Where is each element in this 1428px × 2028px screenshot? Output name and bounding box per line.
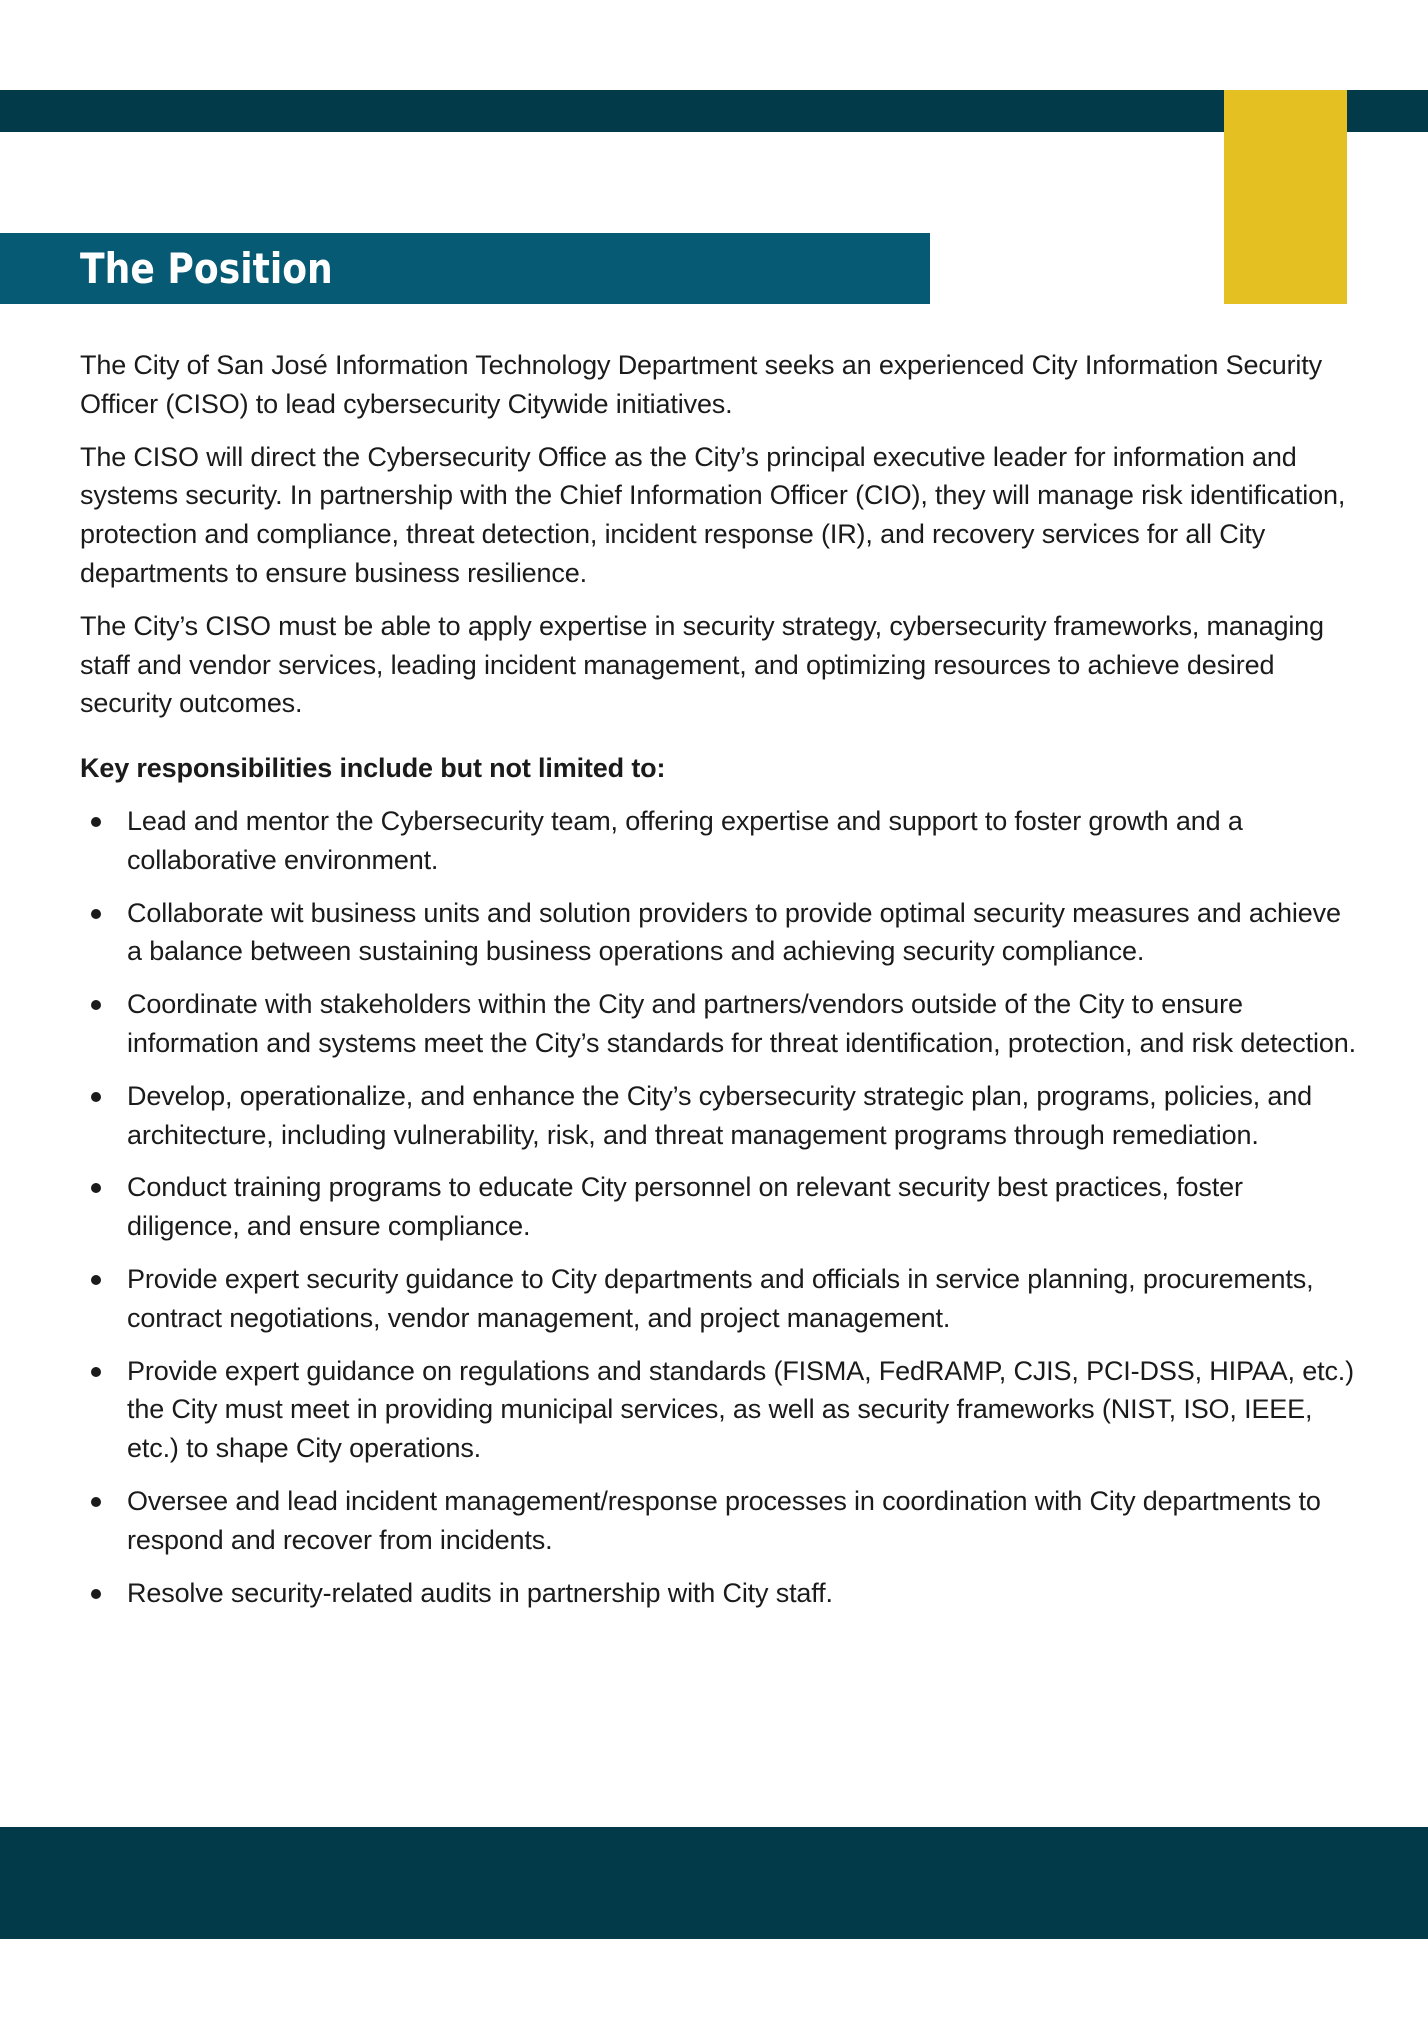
bullet-icon <box>91 817 101 827</box>
main-content <box>80 346 1362 1626</box>
list-item-text: Lead and mentor the Cybersecurity team, offering expertise and support to foster growth and a collaborative environment. <box>127 805 1243 875</box>
list-item <box>80 894 1362 972</box>
expertise-paragraph: The City’s CISO must be able to apply expertise in security strategy, cybersecurity frameworks, managing staff and vendor services, leading incident management, and optimizing resources to achieve desired security outcomes. <box>80 610 1324 719</box>
list-item-text: Oversee and lead incident management/response processes in coordination with City departments to respond and recover from incidents. <box>127 1485 1321 1555</box>
section-title-band <box>0 233 930 304</box>
responsibilities-list <box>80 802 1362 1612</box>
top-decorative-bar <box>0 90 1428 132</box>
list-item <box>80 985 1362 1063</box>
list-item <box>80 1352 1362 1468</box>
list-item-text: Provide expert security guidance to City departments and officials in service planning, procurements, contract negotiations, vendor management, and project management. <box>127 1263 1314 1333</box>
bullet-icon <box>91 1275 101 1285</box>
list-item-text: Coordinate with stakeholders within the City and partners/vendors outside of the City to ensure information and systems meet the City’s standards for threat identification, protection, and risk detection. <box>127 989 1356 1058</box>
responsibilities-heading: Key responsibilities include but not limited to: <box>80 753 666 784</box>
intro-paragraph: The City of San José Information Technology Department seeks an experienced City Information Security Officer (CISO) to lead cybersecurity Citywide initiatives. <box>80 350 1322 419</box>
bullet-icon <box>91 1092 101 1102</box>
list-item-text: Provide expert guidance on regulations and standards (FISMA, FedRAMP, CJIS, PCI-DSS, HIPAA, etc.) the City must meet in providing municipal services, as well as security frameworks (NIST, ISO, IEEE, etc.) to shape City operations. <box>127 1355 1355 1464</box>
list-item <box>80 1574 1362 1613</box>
list-item <box>80 1482 1362 1560</box>
bullet-icon <box>91 909 101 919</box>
bottom-decorative-bar <box>0 1827 1428 1939</box>
yellow-accent-block <box>1224 90 1347 304</box>
list-item <box>80 1077 1362 1155</box>
role-paragraph: The CISO will direct the Cybersecurity Office as the City’s principal executive leader for information and systems security. In partnership with the Chief Information Officer (CIO), they will manage risk identification, protection and compliance, threat detection, incident response (IR), and recovery services for all City departments to ensure business resilience. <box>80 441 1346 588</box>
list-item <box>80 1260 1362 1338</box>
bullet-icon <box>91 1497 101 1507</box>
list-item <box>80 802 1362 880</box>
bullet-icon <box>91 1000 101 1010</box>
list-item-text: Resolve security-related audits in partnership with City staff. <box>127 1577 833 1608</box>
list-item-text: Conduct training programs to educate City personnel on relevant security best practices, foster diligence, and ensure compliance. <box>127 1172 1243 1242</box>
bullet-icon <box>91 1589 101 1599</box>
section-title: The Position <box>80 244 333 293</box>
list-item-text: Develop, operationalize, and enhance the City’s cybersecurity strategic plan, programs, policies, and architecture, including vulnerability, risk, and threat management programs through remediation. <box>127 1080 1313 1150</box>
bullet-icon <box>91 1183 101 1193</box>
list-item <box>80 1168 1362 1246</box>
bullet-icon <box>91 1367 101 1377</box>
list-item-text: Collaborate wit business units and solution providers to provide optimal security measures and achieve a balance between sustaining business operations and achieving security compliance. <box>127 897 1341 967</box>
